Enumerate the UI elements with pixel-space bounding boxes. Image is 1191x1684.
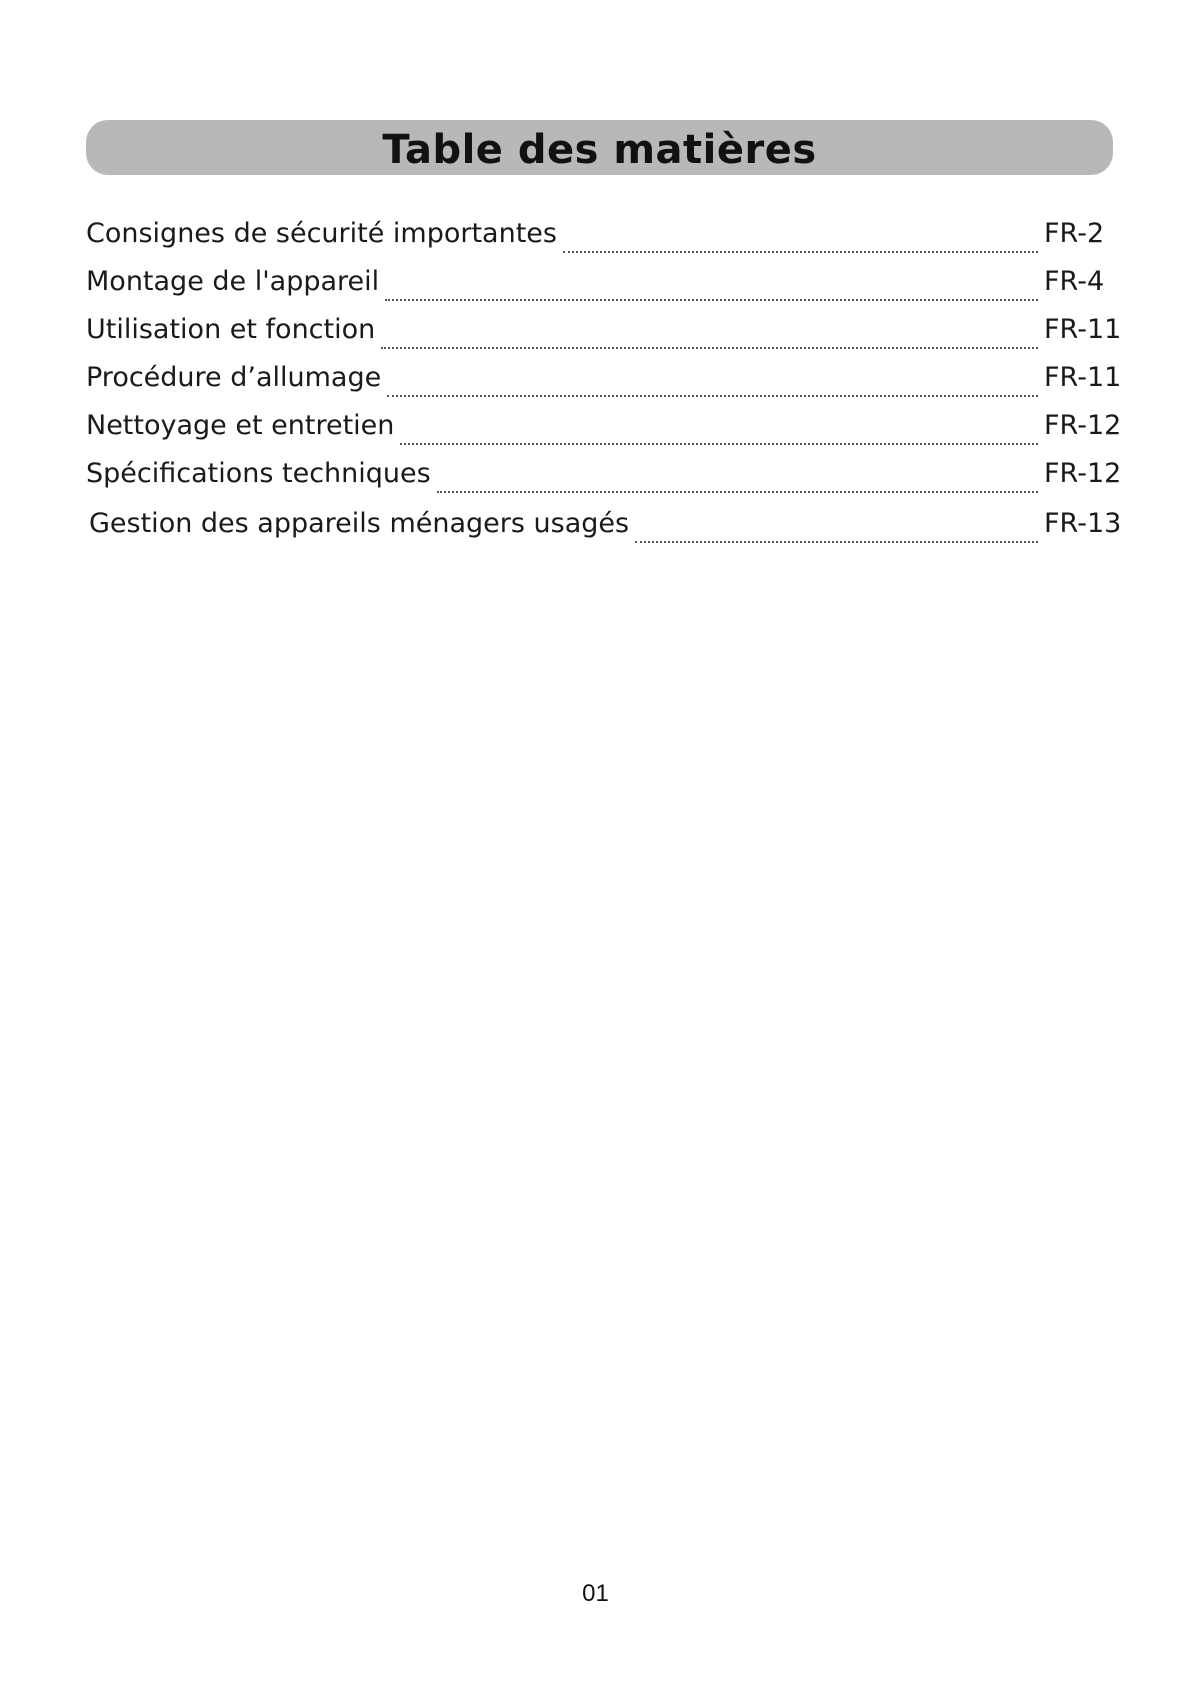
toc-entry-label: Spécifications techniques xyxy=(86,458,431,489)
toc-entry-page: FR-12 xyxy=(1044,458,1122,489)
toc-entry-safety[interactable] xyxy=(86,218,1116,266)
toc-entry-label: Utilisation et fonction xyxy=(86,314,376,345)
toc-entry-page: FR-13 xyxy=(1044,508,1122,539)
toc-entry-disposal[interactable] xyxy=(89,508,1122,556)
page-number: 01 xyxy=(582,1580,609,1607)
toc-entry-label: Consignes de sécurité importantes xyxy=(86,218,557,249)
toc-entry-cleaning[interactable] xyxy=(86,410,1122,458)
toc-entry-assembly[interactable] xyxy=(86,266,1116,314)
toc-entry-specifications[interactable] xyxy=(86,458,1122,506)
page-title: Table des matières xyxy=(382,126,817,173)
title-banner xyxy=(86,120,1113,175)
toc-entry-label: Gestion des appareils ménagers usagés xyxy=(89,508,630,539)
toc-entry-label: Montage de l'appareil xyxy=(86,266,380,297)
dot-leader xyxy=(400,443,1038,445)
dot-leader xyxy=(437,491,1038,493)
dot-leader xyxy=(563,251,1038,253)
toc-entry-page: FR-11 xyxy=(1044,362,1122,393)
table-of-contents xyxy=(86,218,1122,556)
toc-entry-page: FR-2 xyxy=(1044,218,1105,249)
toc-entry-ignition[interactable] xyxy=(86,362,1122,410)
dot-leader xyxy=(385,299,1038,301)
dot-leader xyxy=(387,395,1038,397)
toc-entry-page: FR-11 xyxy=(1044,314,1122,345)
dot-leader xyxy=(635,541,1038,543)
toc-entry-page: FR-12 xyxy=(1044,410,1122,441)
toc-entry-page: FR-4 xyxy=(1044,266,1105,297)
dot-leader xyxy=(381,347,1038,349)
toc-entry-label: Nettoyage et entretien xyxy=(86,410,395,441)
toc-entry-label: Procédure d’allumage xyxy=(86,362,382,393)
toc-entry-usage[interactable] xyxy=(86,314,1122,362)
